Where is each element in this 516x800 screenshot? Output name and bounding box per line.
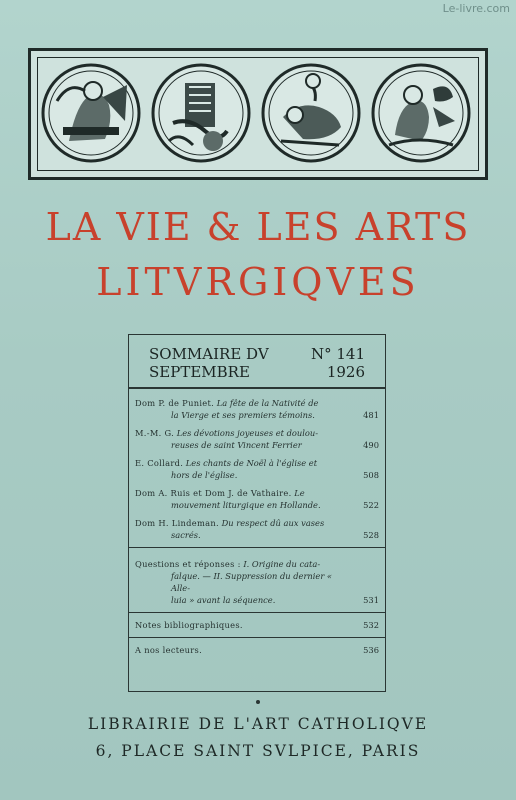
toc-entry <box>135 517 379 541</box>
entry-title-line-2: reuses de saint Vincent Ferrier <box>171 440 302 450</box>
toc-divider <box>129 637 385 638</box>
toc-entry-questions <box>135 558 379 606</box>
entry-label: Notes bibliographiques. <box>135 620 243 630</box>
publisher-address: 6, PLACE SAINT SVLPICE, PARIS <box>95 742 421 760</box>
entry-title-line-1: Le <box>294 488 305 498</box>
entry-author: Dom A. Ruis et Dom J. de Vathaire. <box>135 488 292 498</box>
toc-divider <box>129 547 385 548</box>
entry-author: M.-M. G. <box>135 428 175 438</box>
entry-page: 508 <box>363 470 379 480</box>
toc-entry-notes <box>135 619 379 631</box>
lion-medallion <box>259 61 363 165</box>
entry-title-line-2: hors de l'église. <box>171 470 238 480</box>
summary-header <box>129 335 385 389</box>
entry-author: Dom P. de Puniet. <box>135 398 215 408</box>
entry-author: Questions et réponses : <box>135 559 241 569</box>
entry-label: A nos lecteurs. <box>135 645 203 655</box>
entry-page: 536 <box>363 645 379 655</box>
publisher-name: LIBRAIRIE DE L'ART CATHOLIQVE <box>87 715 429 733</box>
issue-month: SEPTEMBRE <box>149 363 250 381</box>
entry-author: Dom H. Lindeman. <box>135 518 219 528</box>
watermark-text: Le-livre.com <box>442 2 510 15</box>
toc-entry <box>135 487 379 511</box>
ox-medallion <box>149 61 253 165</box>
ornament-dot <box>256 700 260 704</box>
entry-title-line-1: I. Origine du cata- <box>243 559 321 569</box>
toc-entry <box>135 427 379 451</box>
woodcut-band <box>28 48 488 180</box>
entry-title-line-2: sacrés. <box>171 530 201 540</box>
entry-title-line-1: La fête de la Nativité de <box>216 398 319 408</box>
toc-entry-readers <box>135 644 379 656</box>
entry-title-line-3: luia » avant la séquence. <box>171 595 276 605</box>
entry-page: 531 <box>363 595 379 605</box>
magazine-title-line-1: LA VIE & LES ARTS <box>45 205 471 249</box>
magazine-title-line-2: LITVRGIQVES <box>96 260 420 304</box>
entry-page: 532 <box>363 620 379 630</box>
entry-title-line-2: mouvement liturgique en Hollande. <box>171 500 321 510</box>
entry-title-line-2: la Vierge et ses premiers témoins. <box>171 410 315 420</box>
entry-title-line-1: Du respect dû aux vases <box>221 518 325 528</box>
table-of-contents <box>128 334 386 692</box>
eagle-medallion <box>369 61 473 165</box>
summary-label: SOMMAIRE DV <box>149 345 269 363</box>
entry-author: E. Collard. <box>135 458 184 468</box>
toc-entries <box>135 397 379 662</box>
toc-divider <box>129 612 385 613</box>
toc-entry <box>135 457 379 481</box>
entry-title-line-2: falque. — II. Suppression du dernier « Alle- <box>171 571 333 593</box>
entry-page: 481 <box>363 410 379 420</box>
entry-page: 522 <box>363 500 379 510</box>
entry-page: 528 <box>363 530 379 540</box>
issue-number: N° 141 <box>310 345 365 363</box>
entry-title-line-1: Les chants de Noël à l'église et <box>185 458 318 468</box>
entry-page: 490 <box>363 440 379 450</box>
issue-year: 1926 <box>326 363 365 381</box>
toc-entry <box>135 397 379 421</box>
angel-medallion <box>39 61 143 165</box>
entry-title-line-1: Les dévotions joyeuses et doulou- <box>176 428 319 438</box>
